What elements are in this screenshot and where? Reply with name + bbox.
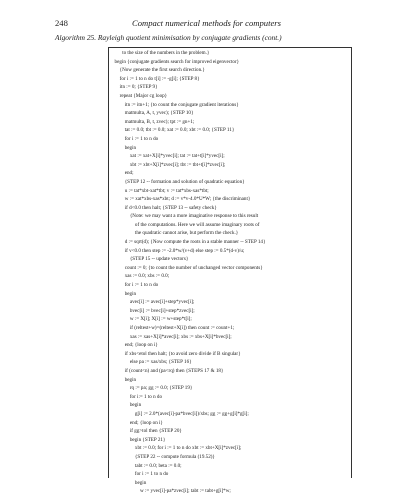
- code-line: {Now generate the first search direction.}: [112, 67, 205, 74]
- code-line: tabt := 0.0; beta := 0.0;: [112, 462, 182, 469]
- code-line: g[i] := 2.0*(avec[i]-pa*bvec[i])/xbs; gg := gg+g[i]*g[i];: [112, 410, 249, 417]
- code-line: {STEP 15 -- update vectors}: [112, 256, 189, 263]
- code-line: begin: [112, 402, 142, 409]
- algorithm-caption: Algorithm 25. Rayleigh quotient minimisation by conjugate gradients (cont.): [55, 33, 282, 42]
- code-line: rq := pa; gg := 0.0; {STEP 19}: [112, 385, 193, 392]
- code-line: begin {conjugate gradients search for improved eigenvector}: [112, 58, 240, 65]
- code-line: w := yvec[i]-pa*zvec[i]; tabt := tabt+g[i]*w;: [112, 488, 231, 495]
- code-line: xbt := xbt+X[i]*zvec[i]; tbt := tbt+t[i]*zvec[i];: [112, 161, 226, 168]
- code-line: for i := 1 to n do t[i] := -g[i]; {STEP 8}: [112, 75, 200, 82]
- code-line: end;: [112, 170, 134, 177]
- code-line: begin: [112, 479, 147, 486]
- code-listing: [112, 49, 350, 496]
- code-line: if xbs<etol then halt; {to avoid zero divide if B singular}: [112, 350, 241, 357]
- code-listing-box: [108, 47, 352, 495]
- code-line: if (count<n) and (pa<rq) then {STEPS 17 & 18}: [112, 367, 224, 374]
- code-line: for i := 1 to n do: [112, 471, 169, 478]
- code-line: matmulta, B, t, zvec); tpt := gn+1;: [112, 118, 195, 125]
- code-line: end; {loop on i}: [112, 419, 163, 426]
- code-line: w := xat*xbs-xas*xbt; d := v*v-4.0*U*W; {the discriminant}: [112, 196, 251, 203]
- code-line: if (reltest+w)=(reltest+X[i]) then count := count+1;: [112, 325, 235, 331]
- code-line: {STEP 12 -- formation and solution of quadratic equation}: [112, 178, 245, 185]
- code-line: tat := 0.0; tbt := 0.0; xat := 0.0; xbt := 0.0; {STEP 11}: [112, 127, 235, 134]
- code-line: for i:= 1 to n do: [112, 393, 162, 400]
- running-title: Compact numerical methods for computers: [132, 18, 281, 28]
- code-line: of the computations. Here we will assume imaginary roots of: [112, 221, 260, 228]
- code-line: if d<0.0 then halt; {STEP 13 -- safety check}: [112, 204, 217, 211]
- code-line: begin: [112, 144, 137, 151]
- code-line: to the size of the numbers in the problem.}: [112, 50, 210, 56]
- code-line: avec[i] := avec[i]+step*yvec[i];: [112, 299, 195, 306]
- code-line: xas := 0.0; xbs := 0.0;: [112, 273, 170, 280]
- code-line: the quadratic cannot arise, but perform the check.}: [112, 230, 239, 237]
- code-line: bvec[i] := bvec[i]+step*zvec[i];: [112, 307, 195, 314]
- code-line: itn := 0; {STEP 9}: [112, 84, 158, 91]
- code-line: {Note: we may want a more imaginative response to this result: [112, 213, 259, 220]
- code-line: begin: [112, 376, 137, 383]
- code-line: xat := xat+X[i]*yvec[i]; tat := tat+t[i]*yvec[i];: [112, 153, 225, 160]
- code-line: repeat {Major cg loop}: [112, 92, 168, 99]
- code-line: itn := itn+1; {to count the conjugate gradient iterations}: [112, 101, 239, 108]
- code-line: if gg>tol then {STEP 20}: [112, 428, 182, 435]
- code-line: for i := 1 to n do: [112, 282, 159, 289]
- page-header: [55, 18, 358, 28]
- code-line: xas := xas+X[i]*avec[i]; xbs := xbs+X[i]*bvec[i];: [112, 333, 232, 340]
- code-line: w := X[i]; X[i] := w+step*t[i];: [112, 316, 192, 323]
- page-number: 248: [55, 18, 68, 28]
- code-line: for i := 1 to n do: [112, 135, 159, 142]
- code-line: {STEP 22 -- compute formula (19.52)}: [112, 453, 215, 460]
- code-line: else pa := xas/xbs; {STEP 16}: [112, 359, 192, 366]
- code-line: xbt := 0.0; for i := 1 to n do xbt := xbt+X[i]*zvec[i];: [112, 445, 242, 452]
- code-line: end; {loop on i}: [112, 342, 158, 349]
- code-line: begin: [112, 290, 137, 297]
- code-line: if v<0.0 then step := -2.0*w/(v+d) else step := 0.5*(d-v)/u;: [112, 247, 245, 254]
- code-line: matmulta, A, t, yvec); {STEP 10}: [112, 110, 194, 117]
- code-line: d := sqrt(d); {Now compute the roots in a stable manner -- STEP 14}: [112, 239, 266, 246]
- code-line: u := tat*xbt-xat*tbt; v := tat*xbs-xas*tbt;: [112, 187, 209, 194]
- code-line: begin {STEP 21}: [112, 436, 166, 443]
- code-line: count := 0; {to count the number of unchanged vector components}: [112, 264, 263, 271]
